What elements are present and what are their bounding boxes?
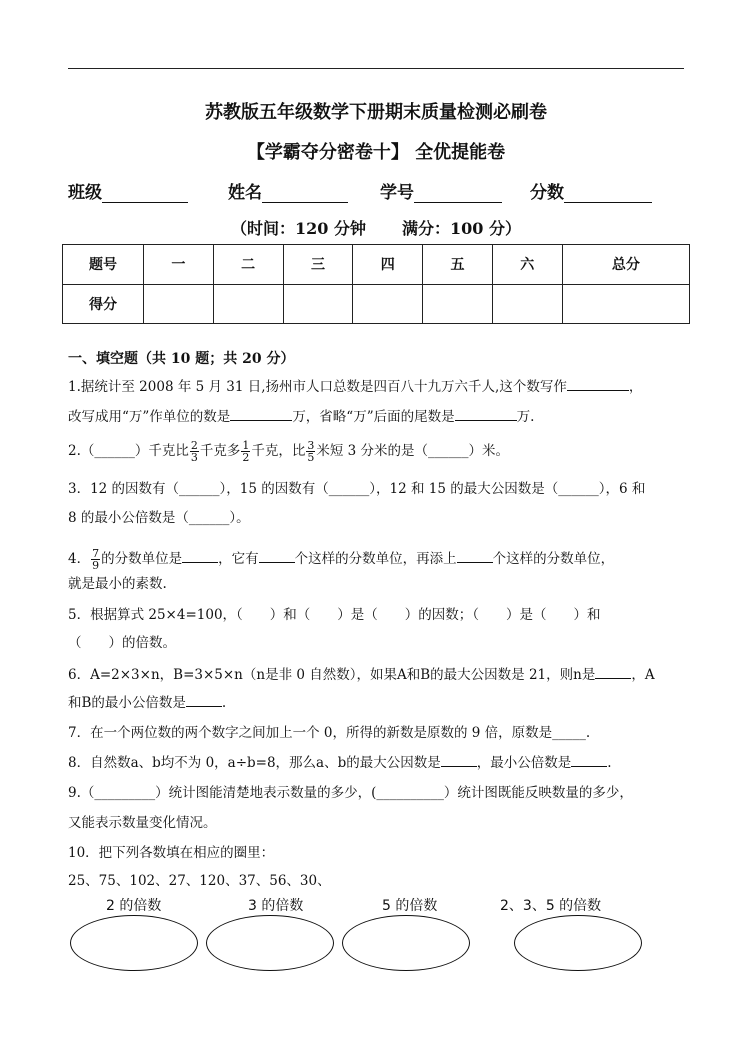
answer-blank[interactable] <box>571 752 607 767</box>
question-9-line-2: 又能表示数量变化情况。 <box>68 815 217 831</box>
question-3-line-1: 3．12 的因数有（______），15 的因数有（______），12 和 15 的最大公因数是（______），6 和 <box>68 481 646 497</box>
question-6-line-1: 6．A=2×3×n，B=3×5×n（n是非 0 自然数），如果A和B的最大公因数是 21，则n是 ，A <box>68 664 684 686</box>
score-cell: 四 <box>353 245 423 285</box>
section-heading: 一、填空题（共 10 题；共 20 分） <box>68 351 295 367</box>
question-3-line-2: 8 的最小公倍数是（______）。 <box>68 510 250 526</box>
time-limit: （时间：120 分钟 <box>231 219 366 238</box>
oval-label-multiples-of-2-3-5: 2、3、5 的倍数 <box>500 898 602 914</box>
score-cell: 五 <box>423 245 493 285</box>
score-entry-cell[interactable] <box>144 284 214 324</box>
answer-blank[interactable] <box>595 664 631 679</box>
fraction: $\frac{1}{2}$ <box>242 439 250 464</box>
score-cell: 六 <box>492 245 562 285</box>
score-entry-cell[interactable] <box>492 284 562 324</box>
oval-label-multiples-of-2: 2 的倍数 <box>106 898 162 914</box>
page-subtitle: 【学霸夺分密卷十】 全优提能卷 <box>246 142 506 163</box>
answer-blank[interactable] <box>457 548 493 563</box>
score-entry-cell[interactable] <box>353 284 423 324</box>
answer-blank[interactable] <box>567 376 629 391</box>
score-field: 分数 <box>530 178 652 203</box>
question-5-line-1: 5．根据算式 25×4=100，（ ）和（ ）是（ ）的因数；（ ）是（ ）和 <box>68 607 601 623</box>
score-entry-cell[interactable] <box>283 284 353 324</box>
question-4-line-2: 就是最小的素数. <box>68 576 167 592</box>
answer-oval-multiples-of-2[interactable] <box>70 915 198 971</box>
score-cell: 总分 <box>562 245 689 285</box>
name-blank[interactable] <box>262 184 348 203</box>
fraction: $\frac{7}{9}$ <box>92 547 100 572</box>
answer-blank[interactable] <box>259 548 295 563</box>
student-id-field: 学号 <box>380 178 502 203</box>
answer-oval-multiples-of-3[interactable] <box>206 915 334 971</box>
question-1-line-2: 改写成用“万”作单位的数是 万，省略“万”后面的尾数是 万. <box>68 406 684 428</box>
score-table <box>62 244 690 324</box>
question-1-line-1: 1.据统计至 2008 年 5 月 31 日,扬州市人口总数是四百八十九万六千人,这个数写作 ， <box>68 376 684 398</box>
score-cell: 得分 <box>63 284 144 324</box>
question-10-line-1: 10．把下列各数填在相应的圈里： <box>68 845 275 861</box>
question-5-line-2: （ ）的倍数。 <box>68 635 176 651</box>
fraction: $\frac{3}{5}$ <box>307 439 315 464</box>
question-10-numbers: 25、75、102、27、120、37、56、30、 <box>68 873 331 889</box>
question-4-line-1: 4． $\frac{7}{9}$ 的分数单位是 ，它有 个这样的分数单位，再添上 个这样的分数单位， <box>68 547 615 572</box>
score-cell: 二 <box>213 245 283 285</box>
score-entry-cell[interactable] <box>213 284 283 324</box>
answer-oval-multiples-of-5[interactable] <box>342 915 470 971</box>
score-entry-cell[interactable] <box>562 284 689 324</box>
class-blank[interactable] <box>102 184 188 203</box>
fraction: $\frac{2}{3}$ <box>190 439 198 464</box>
full-score: 满分：100 分） <box>402 219 521 238</box>
score-cell: 三 <box>283 245 353 285</box>
answer-blank[interactable] <box>455 406 517 421</box>
page-title: 苏教版五年级数学下册期末质量检测必刷卷 <box>205 102 547 123</box>
oval-label-multiples-of-5: 5 的倍数 <box>382 898 438 914</box>
answer-blank[interactable] <box>441 752 477 767</box>
answer-blank[interactable] <box>230 406 292 421</box>
question-6-line-2: 和B的最小公倍数是 . <box>68 692 684 714</box>
score-table-header-row <box>63 245 690 285</box>
student-id-blank[interactable] <box>414 184 502 203</box>
score-entry-cell[interactable] <box>423 284 493 324</box>
answer-oval-multiples-of-2-3-5[interactable] <box>514 915 642 971</box>
question-8: 8．自然数a、b均不为 0，a÷b=8，那么a、b的最大公因数是 ，最小公倍数是 . <box>68 752 684 774</box>
question-9-line-1: 9.（_________）统计图能清楚地表示数量的多少，(__________）统计图既能反映数量的多少， <box>68 785 633 801</box>
answer-blank[interactable] <box>182 548 218 563</box>
name-field: 姓名 <box>228 178 348 203</box>
score-table-score-row <box>63 284 690 324</box>
time-and-score-line <box>0 216 752 239</box>
oval-label-multiples-of-3: 3 的倍数 <box>248 898 304 914</box>
question-2: 2.（______）千克比 $\frac{2}{3}$ 千克多 $\frac{1}{2}$ 千克，比 $\frac{3}{5}$ 米短 3 分米的是（______）米。 <box>68 439 510 464</box>
class-field: 班级 <box>68 178 188 203</box>
score-cell: 题号 <box>63 245 144 285</box>
score-blank[interactable] <box>564 184 652 203</box>
score-cell: 一 <box>144 245 214 285</box>
header-rule <box>68 68 684 69</box>
question-7: 7．在一个两位数的两个数字之间加上一个 0，所得的新数是原数的 9 倍，原数是_____. <box>68 725 591 741</box>
answer-blank[interactable] <box>186 692 222 707</box>
